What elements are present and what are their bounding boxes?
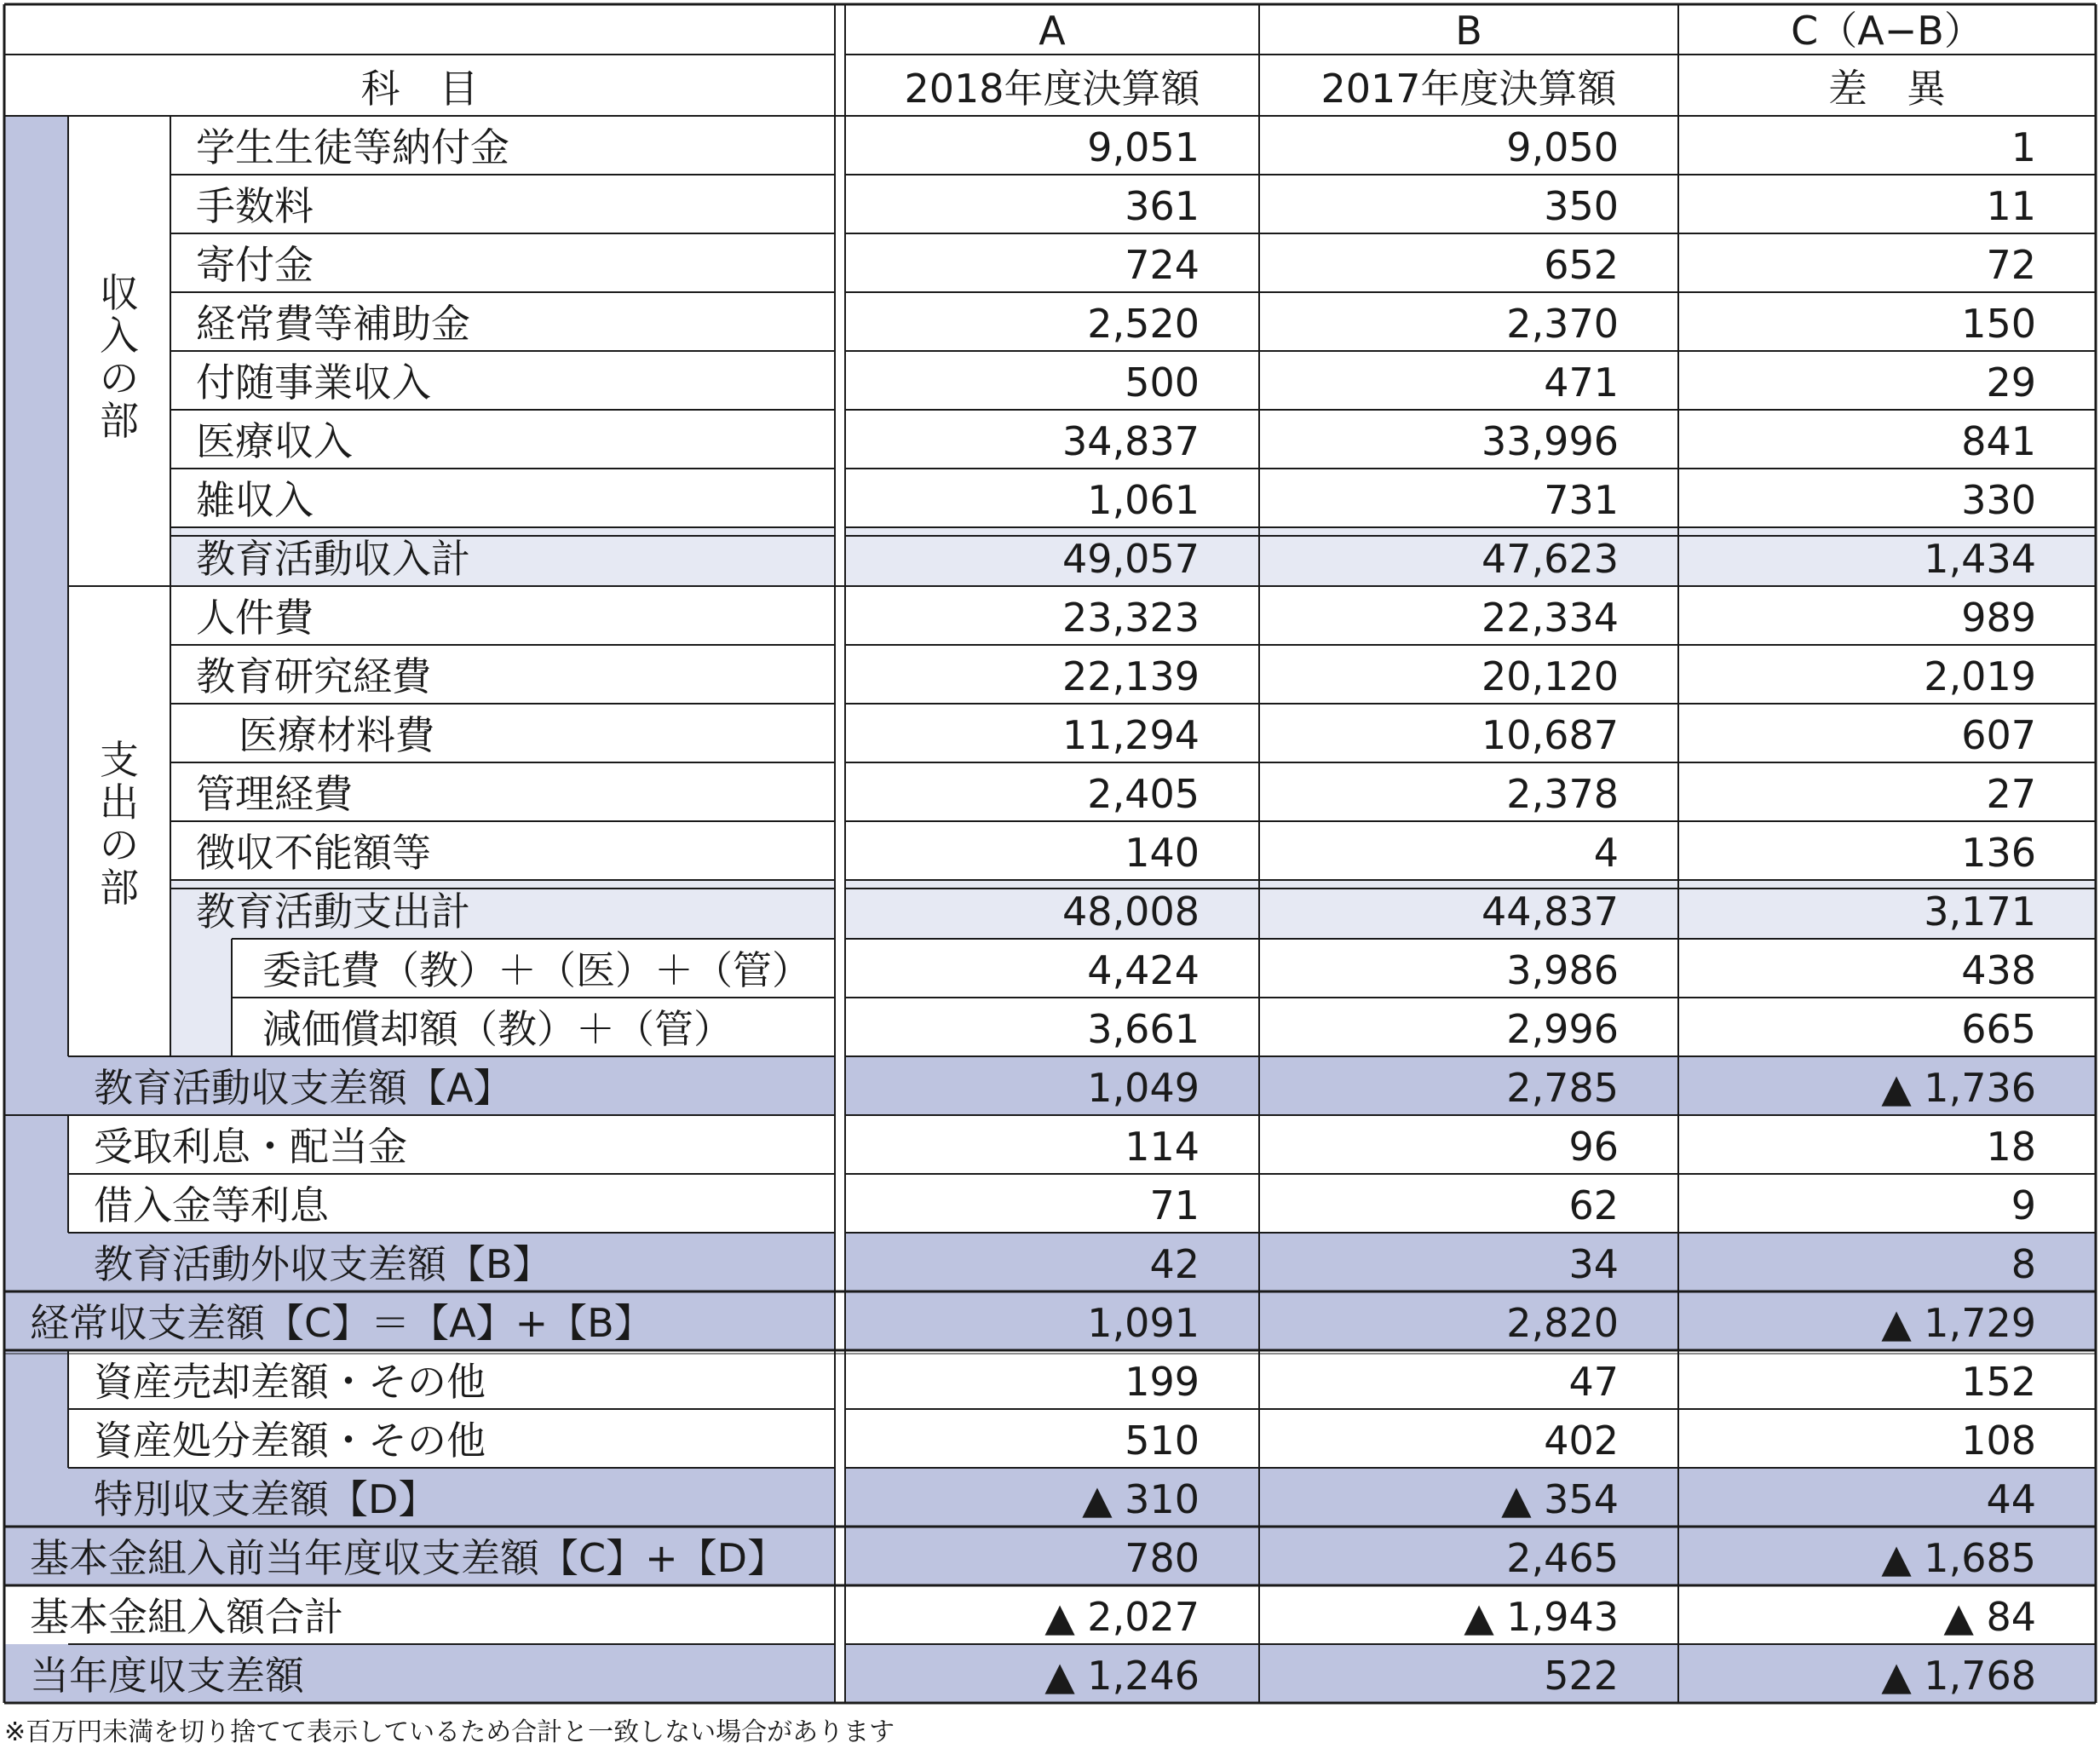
row-label: 人件費 [196,595,314,641]
value-b: 4 [1593,830,1619,876]
value-a: 9,051 [1087,124,1200,170]
row-label: 付随事業収入 [196,359,431,405]
value-c: 150 [1961,301,2036,347]
row-label: 基本金組入前当年度収支差額【C】+【D】 [30,1535,787,1581]
row-label: 委託費（教）＋（医）＋（管） [262,947,811,993]
value-c: 27 [1986,771,2036,817]
value-c: 72 [1986,242,2036,288]
value-a: 48,008 [1062,889,1200,935]
value-a: 11,294 [1062,712,1200,758]
value-a: 4,424 [1087,947,1200,993]
value-b: 22,334 [1482,595,1619,641]
value-c: 330 [1961,477,2036,523]
value-b: 10,687 [1482,712,1619,758]
row-label: 教育活動支出計 [196,889,470,935]
value-b: 350 [1544,183,1619,229]
value-c: 152 [1961,1359,2036,1405]
row-label: 医療材料費 [239,712,434,758]
value-c: 607 [1961,712,2036,758]
row-label: 寄付金 [196,242,314,288]
row-label: 経常収支差額【C】＝【A】+【B】 [30,1300,653,1346]
row-label: 雑収入 [196,477,314,523]
value-c: ▲ 84 [1943,1594,2036,1640]
value-c: 9 [2011,1182,2036,1228]
row-label: 教育活動収入計 [196,536,470,582]
value-c: 44 [1986,1476,2036,1522]
value-a: 361 [1125,183,1200,229]
row-label: 学生生徒等納付金 [196,124,509,170]
value-b: ▲ 354 [1501,1476,1619,1522]
total-row-fill [845,1233,2096,1291]
value-c: 841 [1961,418,2036,464]
value-c: 989 [1961,595,2036,641]
row-label: 受取利息・配当金 [94,1124,407,1170]
value-c: ▲ 1,768 [1881,1653,2036,1699]
value-a: 1,091 [1087,1300,1200,1346]
value-a: 114 [1125,1124,1200,1170]
section-band [4,1350,68,1527]
value-c: 29 [1986,359,2036,405]
row-label: 資産売却差額・その他 [94,1359,486,1405]
value-b: 44,837 [1482,889,1619,935]
value-a: 724 [1125,242,1200,288]
value-c: 1 [2011,124,2036,170]
column-letter: B [1455,8,1482,54]
value-c: 2,019 [1924,653,2036,699]
value-a: 500 [1125,359,1200,405]
value-c: 136 [1961,830,2036,876]
value-a: 2,520 [1087,301,1200,347]
value-b: 2,820 [1506,1300,1619,1346]
value-a: 23,323 [1062,595,1200,641]
row-label: 手数料 [196,183,314,229]
value-a: 3,661 [1087,1006,1200,1052]
value-c: ▲ 1,736 [1881,1065,2036,1111]
subject-header: 科 目 [360,66,479,112]
value-b: 2,465 [1506,1535,1619,1581]
value-b: 2,996 [1506,1006,1619,1052]
row-label: 医療収入 [196,418,353,464]
row-label: 経常費等補助金 [196,301,470,347]
value-a: 2,405 [1087,771,1200,817]
value-a: 49,057 [1062,536,1200,582]
row-label: 特別収支差額【D】 [94,1476,438,1522]
value-b: 731 [1544,477,1619,523]
value-b: 3,986 [1506,947,1619,993]
value-b: 2,370 [1506,301,1619,347]
value-c: ▲ 1,685 [1881,1535,2036,1581]
value-a: 42 [1149,1241,1200,1287]
value-b: 522 [1544,1653,1619,1699]
value-a: ▲ 310 [1082,1476,1200,1522]
value-b: 2,378 [1506,771,1619,817]
value-b: 402 [1544,1418,1619,1464]
column-label: 2018年度決算額 [904,66,1200,112]
value-a: 34,837 [1062,418,1200,464]
value-a: 1,049 [1087,1065,1200,1111]
column-label: 差 異 [1828,66,1946,112]
row-label: 教育活動収支差額【A】 [94,1065,513,1111]
value-c: 438 [1961,947,2036,993]
value-b: 96 [1568,1124,1619,1170]
value-b: 9,050 [1506,124,1619,170]
value-a: 71 [1149,1182,1200,1228]
value-c: 3,171 [1924,889,2036,935]
row-label: 管理経費 [196,771,353,817]
value-c: 665 [1961,1006,2036,1052]
row-label: 徴収不能額等 [196,830,431,876]
indent-strip [170,939,232,1056]
column-letter: C（A−B） [1791,8,1983,54]
column-label: 2017年度決算額 [1320,66,1617,112]
row-label: 当年度収支差額 [30,1653,304,1699]
value-b: 62 [1568,1182,1619,1228]
row-label: 教育研究経費 [196,653,431,699]
value-b: 20,120 [1482,653,1619,699]
value-b: ▲ 1,943 [1464,1594,1619,1640]
value-c: 11 [1986,183,2036,229]
value-c: 18 [1986,1124,2036,1170]
value-b: 33,996 [1482,418,1619,464]
row-label: 基本金組入額合計 [30,1594,343,1640]
income-section-label: 収入の部 [100,270,139,444]
value-a: ▲ 1,246 [1044,1653,1200,1699]
row-label: 教育活動外収支差額【B】 [94,1241,552,1287]
row-label: 資産処分差額・その他 [94,1418,486,1464]
value-b: 2,785 [1506,1065,1619,1111]
value-a: 199 [1125,1359,1200,1405]
value-b: 652 [1544,242,1619,288]
value-a: 780 [1125,1535,1200,1581]
value-a: 1,061 [1087,477,1200,523]
value-c: 1,434 [1924,536,2036,582]
section-band [4,1115,68,1291]
value-c: 108 [1961,1418,2036,1464]
value-a: 22,139 [1062,653,1200,699]
row-label: 借入金等利息 [94,1182,329,1228]
value-a: 510 [1125,1418,1200,1464]
section-band [4,116,68,1115]
value-b: 471 [1544,359,1619,405]
value-c: ▲ 1,729 [1881,1300,2036,1346]
value-b: 47 [1568,1359,1619,1405]
value-b: 34 [1568,1241,1619,1287]
value-b: 47,623 [1482,536,1619,582]
value-a: ▲ 2,027 [1044,1594,1200,1640]
footnote: ※百万円未満を切り捨てて表示しているため合計と一致しない場合があります [4,1717,895,1747]
expense-section-label: 支出の部 [100,737,139,911]
row-label: 減価償却額（教）＋（管） [262,1006,733,1052]
column-letter: A [1038,8,1066,54]
value-c: 8 [2011,1241,2036,1287]
value-a: 140 [1125,830,1200,876]
total-row-fill [845,1468,2096,1527]
